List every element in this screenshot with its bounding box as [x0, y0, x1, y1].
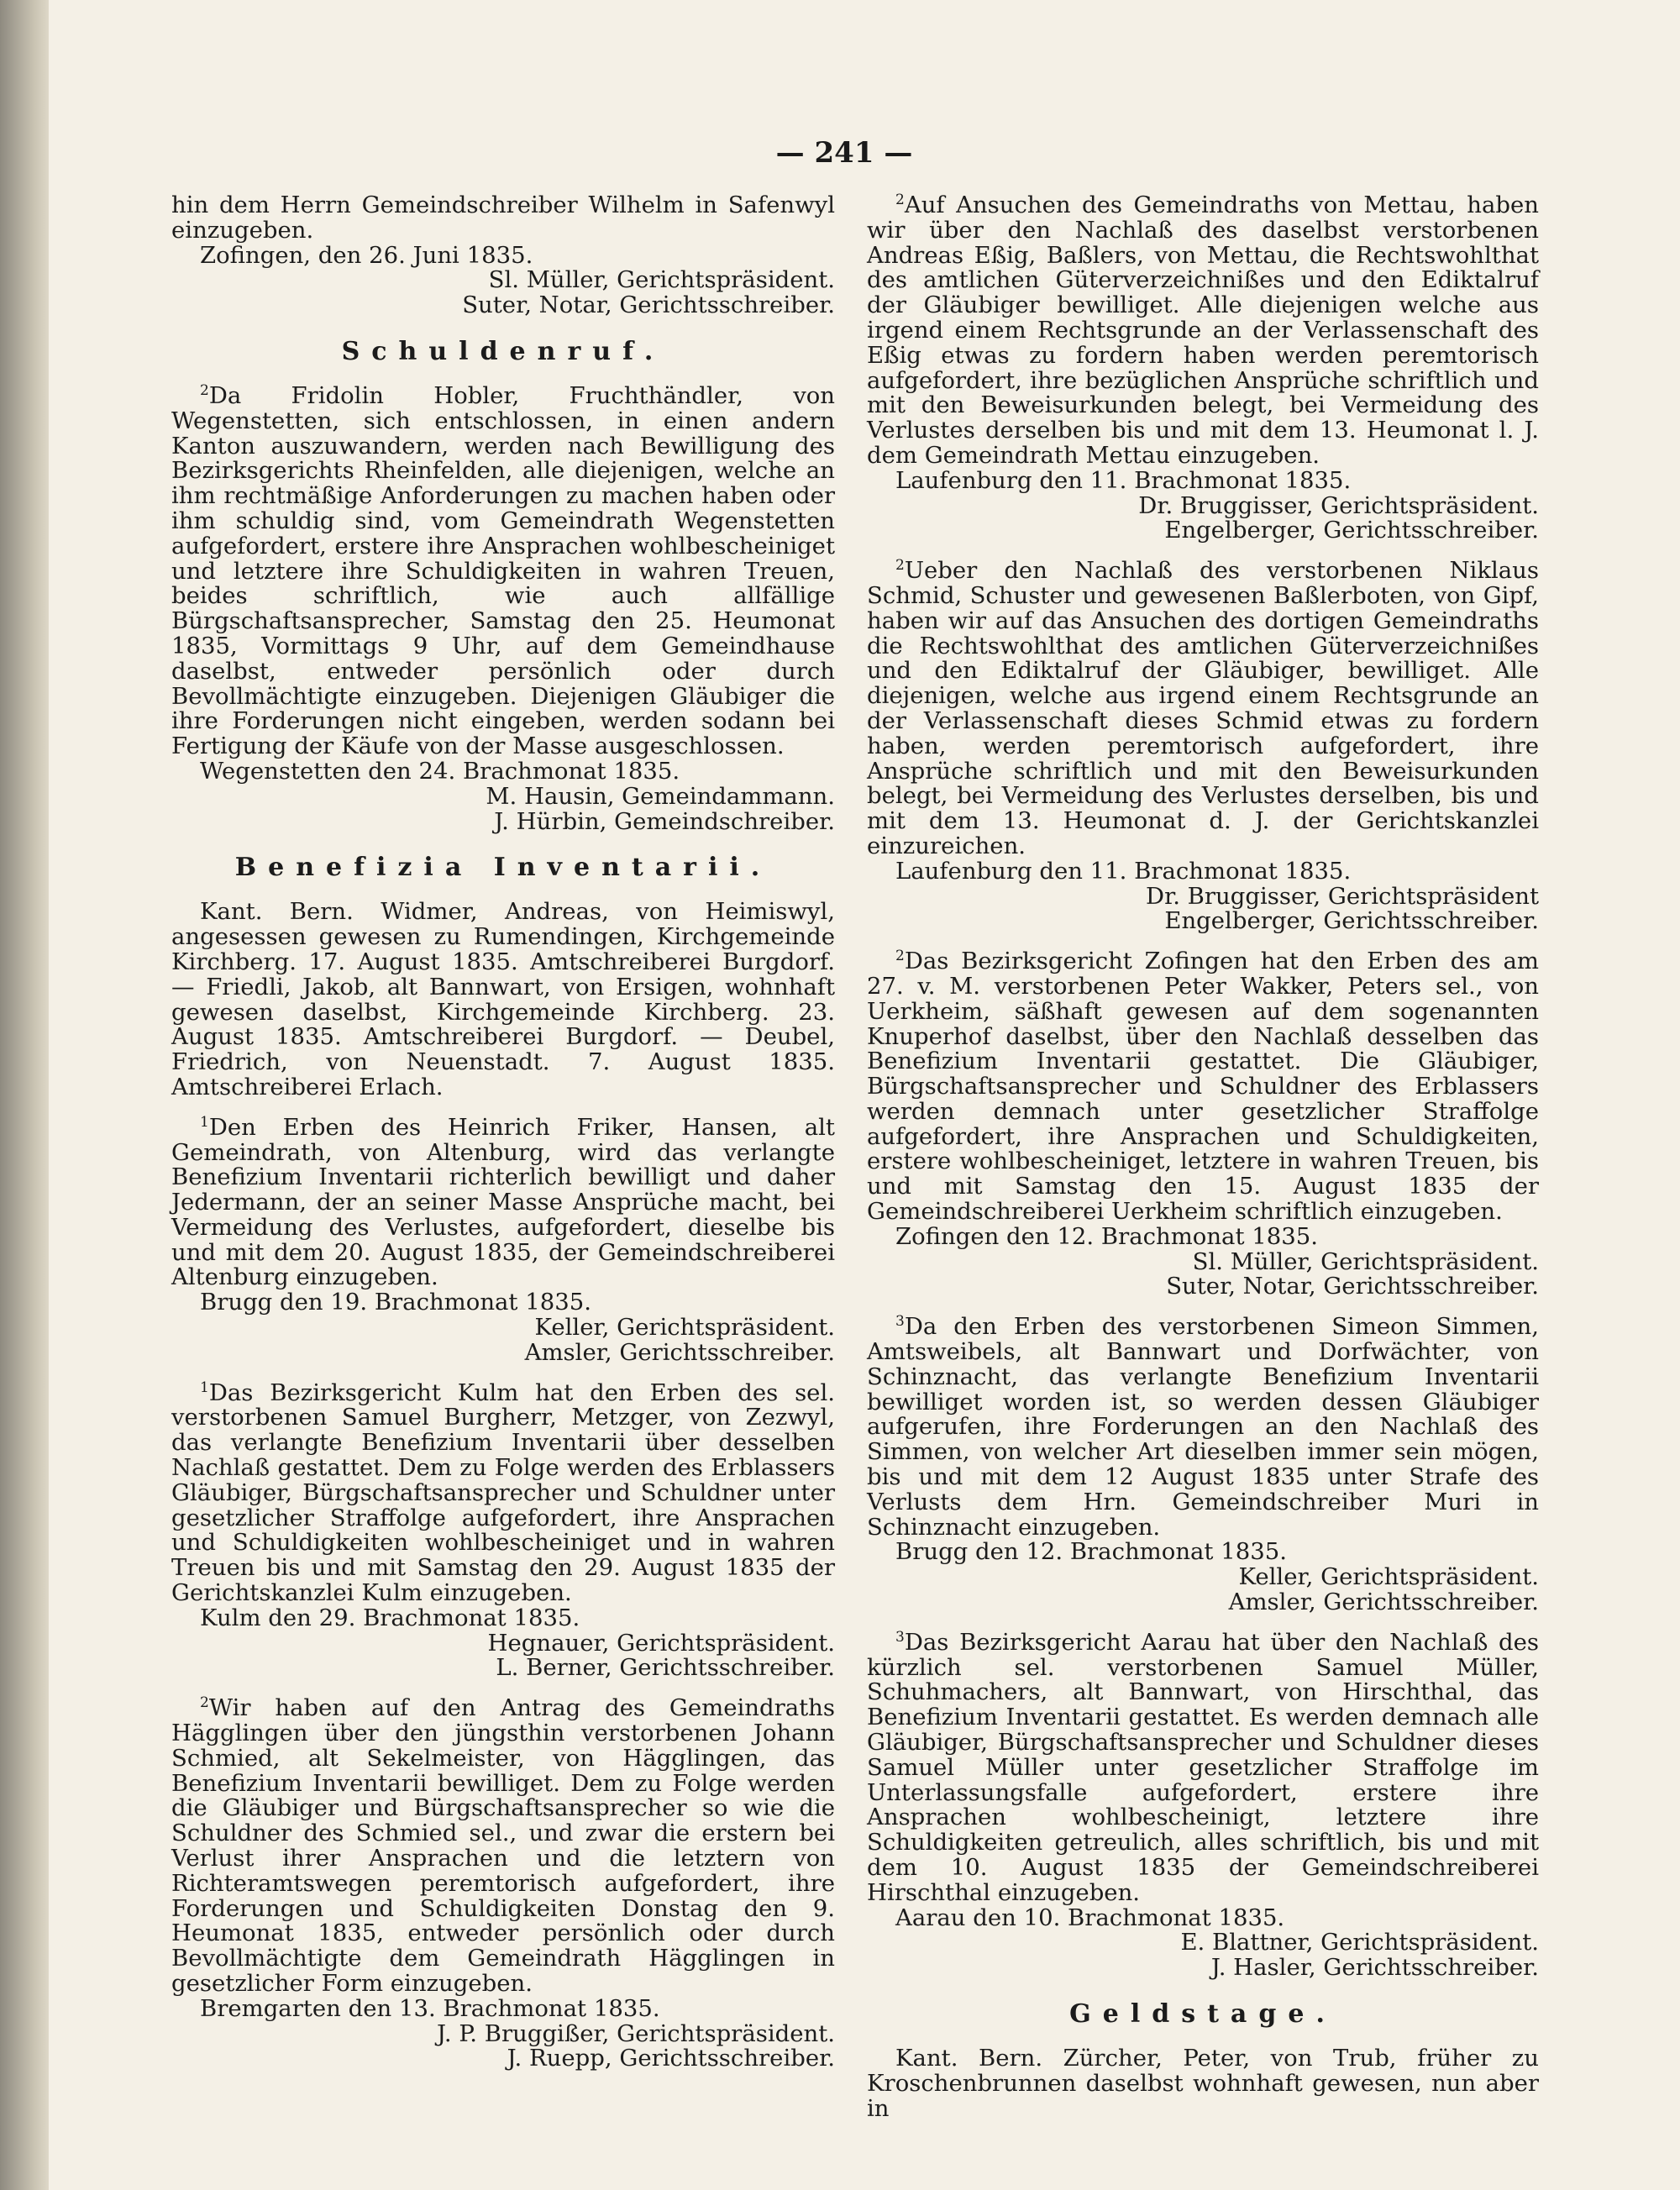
section-heading-geldstage: Geldstage.: [1069, 1998, 1336, 2029]
right-column: [867, 193, 1539, 2136]
insertion-mark: 1: [200, 1113, 209, 1131]
notice-signature: Dr. Bruggisser, Gerichtspräsident.: [1138, 491, 1539, 519]
notice-text: Das Bezirksgericht Zofingen hat den Erben des am 27. v. M. verstorbenen Peter Wakker, Peters sel., von Uerkheim, säßhaft gewesen auf dem sogenannten Knuperhof daselbst, über den Nachlaß desselben das Benefizium Inventarii gestattet. Die Gläubiger, Bürgschaftsansprecher und Schuldner des Erblassers werden demnach unter gesetzlicher Straffolge aufgefordert, ihre Ansprachen und Schuldigkeiten, erstere wohlbescheiniget, letztere in wahren Treuen, bis und mit Samstag den 15. August 1835 der Gemeindschreiberei Uerkheim schriftlich einzugeben.: [867, 948, 1539, 1226]
notice-text: Das Bezirksgericht Aarau hat über den Nachlaß des kürzlich sel. verstorbenen Samuel Müller, Schuhmachers, alt Bannwart, von Hirschthal, das Benefizium Inventarii gestattet. Es werden demnach alle Gläubiger, Bürgschaftsansprecher und Schuldner dieses Samuel Müller unter gesetzlicher Straffolge im Unterlassungsfalle aufgefordert, erstere ihre Ansprachen wohlbescheinigt, letztere ihre Schuldigkeiten getreulich, alles schriftlich, bis und mit dem 10. August 1835 der Gemeindschreiberei Hirschthal einzugeben.: [867, 1628, 1539, 1906]
insertion-mark: 2: [200, 1694, 209, 1712]
notice-date: Laufenburg den 11. Brachmonat 1835.: [895, 466, 1352, 494]
notice-signature: L. Berner, Gerichtsschreiber.: [496, 1654, 835, 1682]
notice-signature: J. Hürbin, Gemeindschreiber.: [494, 807, 835, 835]
notice-date: Bremgarten den 13. Brachmonat 1835.: [200, 1994, 660, 2022]
book-binding-edge: [0, 0, 49, 2190]
notice: [171, 1696, 835, 2072]
notice: [171, 1381, 835, 1682]
notice-text: hin dem Herrn Gemeindschreiber Wilhelm in Safenwyl einzugeben.: [171, 192, 835, 244]
notice-signature: Amsler, Gerichtsschreiber.: [524, 1338, 835, 1366]
notice-signature: Sl. Müller, Gerichtspräsident.: [1192, 1247, 1539, 1275]
notice-date: Brugg den 12. Brachmonat 1835.: [895, 1538, 1287, 1566]
notice-signature: Engelberger, Gerichtsschreiber.: [1164, 517, 1539, 544]
notice: [171, 900, 835, 1100]
notice-date: Aarau den 10. Brachmonat 1835.: [895, 1904, 1285, 1931]
notice: [171, 381, 835, 835]
notice-text: Den Erben des Heinrich Friker, Hansen, alt Gemeindrath, von Altenburg, wird das verlangte Benefizium Inventarii richterlich bewilligt und daher Jedermann, der an seiner Masse Ansprüche macht, bei Vermeidung des Verlustes, aufgefordert, dieselbe bis und mit dem 20. August 1835, der Gemeindschreiberei Altenburg einzugeben.: [171, 1113, 835, 1291]
notice-signature: J. Ruepp, Gerichtsschreiber.: [507, 2045, 835, 2072]
notice-signature: Sl. Müller, Gerichtspräsident.: [488, 266, 835, 294]
notice-date: Kulm den 29. Brachmonat 1835.: [200, 1604, 580, 1631]
insertion-mark: 1: [200, 1379, 209, 1396]
notice-date: Zofingen den 12. Brachmonat 1835.: [895, 1222, 1318, 1250]
notice-signature: M. Hausin, Gemeindammann.: [486, 782, 835, 810]
notice-signature: Dr. Bruggisser, Gerichtspräsident: [1146, 882, 1539, 910]
notice-date: Wegenstetten den 24. Brachmonat 1835.: [200, 757, 680, 785]
notice-date: Brugg den 19. Brachmonat 1835.: [200, 1289, 591, 1316]
insertion-mark: 2: [200, 381, 209, 399]
notice: [867, 193, 1539, 544]
notice-signature: J. Hasler, Gerichtsschreiber.: [1210, 1954, 1539, 1982]
insertion-mark: 2: [895, 947, 905, 964]
notice-signature: Engelberger, Gerichtsschreiber.: [1164, 907, 1539, 935]
notice-signature: Keller, Gerichtspräsident.: [1238, 1563, 1539, 1591]
insertion-mark: 3: [895, 1628, 905, 1646]
left-column: [171, 193, 835, 2087]
notice: [867, 949, 1539, 1300]
notice: [867, 1315, 1539, 1615]
notice-text: Da den Erben des verstorbenen Simeon Simmen, Amtsweibels, alt Bannwart und Dorfwächter, von Schinznacht, das verlangte Benefizium Inventarii bewilliget worden ist, so werden dessen Gläubiger aufgerufen, ihre Forderungen an den Nachlaß des Simmen, von welcher Art dieselben immer sein mögen, bis und mit dem 12 August 1835 unter Strafe des Verlusts dem Hrn. Gemeindschreiber Muri in Schinznacht einzugeben.: [867, 1313, 1539, 1541]
notice-signature: J. P. Bruggißer, Gerichtspräsident.: [437, 2019, 835, 2047]
notice-date: Laufenburg den 11. Brachmonat 1835.: [895, 857, 1352, 885]
notice: [867, 2046, 1539, 2121]
notice-signature: E. Blattner, Gerichtspräsident.: [1180, 1929, 1539, 1956]
notice-text: Kant. Bern. Widmer, Andreas, von Heimiswyl, angesessen gewesen zu Rumendingen, Kirchgemeinde Kirchberg. 17. August 1835. Amtschreiberei Burgdorf. — Friedli, Jakob, alt Bannwart, von Ersigen, wohnhaft gewesen daselbst, Kirchgemeinde Kirchberg. 23. August 1835. Amtschreiberei Burgdorf. — Deubel, Friedrich, von Neuenstadt. 7. August 1835. Amtschreiberei Erlach.: [171, 898, 835, 1100]
notice-text: Kant. Bern. Zürcher, Peter, von Trub, früher zu Kroschenbrunnen daselbst wohnhaft gewesen, nun aber in: [867, 2044, 1539, 2122]
section-heading-schuldenruf: Schuldenruf.: [341, 336, 665, 366]
insertion-mark: 3: [895, 1313, 905, 1331]
notice: [867, 559, 1539, 934]
notice-date: Zofingen, den 26. Juni 1835.: [200, 241, 533, 269]
notice: [867, 1628, 1539, 1982]
notice-text: Da Fridolin Hobler, Fruchthändler, von Wegenstetten, sich entschlossen, in einen andern Kanton auszuwandern, werden nach Bewilligung des Bezirksgerichts Rheinfelden, alle diejenigen, welche an ihm rechtmäßige Anforderungen zu machen haben oder ihm schuldig sind, vom Gemeindrath Wegenstetten aufgefordert, erstere ihre Ansprachen wohlbescheiniget und letztere ihre Schuldigkeiten in wahren Treuen, beides schriftlich, wie auch allfällige Bürgschaftsansprecher, Samstag den 25. Heumonat 1835, Vormittags 9 Uhr, auf dem Gemeindhause daselbst, entweder persönlich oder durch Bevollmächtigte einzugeben. Diejenigen Gläubiger die ihre Forderungen nicht eingeben, werden sodann bei Fertigung der Käufe von der Masse ausgeschlossen.: [171, 381, 835, 760]
notice-signature: Amsler, Gerichtsschreiber.: [1228, 1589, 1539, 1616]
continued-notice: [171, 193, 835, 318]
notice: [171, 1113, 835, 1366]
notice-signature: Hegnauer, Gerichtspräsident.: [487, 1629, 835, 1657]
insertion-mark: 2: [895, 557, 905, 574]
notice-text: Ueber den Nachlaß des verstorbenen Niklaus Schmid, Schuster und gewesenen Baßlerboten, von Gipf, haben wir auf das Ansuchen des dortigen Gemeindraths die Rechtswohlthat des amtlichen Güterverzeichnißes und den Ediktalruf der Gläubiger, bewilliget. Alle diejenigen, welche aus irgend einem Rechtsgrunde an der Verlassenschaft dieses Schmid etwas zu fordern haben, werden peremtorisch aufgefordert, ihre Ansprüche schriftlich und mit den Beweisurkunden belegt, bei Vermeidung des Verlustes derselben, bis und mit dem 13. Heumonat d. J. der Gerichtskanzlei einzureichen.: [867, 557, 1539, 859]
notice-text: Auf Ansuchen des Gemeindraths von Mettau, haben wir über den Nachlaß des daselbst verstorbenen Andreas Eßig, Baßlers, von Mettau, die Rechtswohlthat des amtlichen Güterverzeichnißes und den Ediktalruf der Gläubiger bewilliget. Alle diejenigen welche aus irgend einem Rechtsgrunde an der Verlassenschaft des Eßig etwas zu fordern haben werden peremtorisch aufgefordert, ihre bezüglichen Ansprüche schriftlich und mit den Beweisurkunden belegt, bei Vermeidung des Verlustes derselben bis und mit dem 13. Heumonat l. J. dem Gemeindrath Mettau einzugeben.: [867, 192, 1539, 469]
notice-text: Wir haben auf den Antrag des Gemeindraths Hägglingen über den jüngsthin verstorbenen Johann Schmied, alt Sekelmeister, von Hägglingen, das Benefizium Inventarii bewilliget. Dem zu Folge werden die Gläubiger und Bürgschaftsansprecher so wie die Schuldner des Schmied sel., und zwar die erstern bei Verlust ihrer Ansprachen und die letztern von Richteramtswegen peremtorisch aufgefordert, ihre Forderungen und Schuldigkeiten Donstag den 9. Heumonat 1835, entweder persönlich oder durch Bevollmächtigte dem Gemeindrath Hägglingen in gesetzlicher Form einzugeben.: [171, 1694, 835, 1997]
notice-signature: Keller, Gerichtspräsident.: [534, 1314, 835, 1342]
notice-text: Das Bezirksgericht Kulm hat den Erben des sel. verstorbenen Samuel Burgherr, Metzger, von Zezwyl, das verlangte Benefizium Inventarii über desselben Nachlaß gestattet. Dem zu Folge werden des Erblassers Gläubiger, Bürgschaftsansprecher und Schuldner unter gesetzlicher Straffolge aufgefordert, ihre Ansprachen und Schuldigkeiten wohlbescheiniget und in wahren Treuen bis und mit Samstag den 29. August 1835 der Gerichtskanzlei Kulm einzugeben.: [171, 1379, 835, 1607]
page-number: — 241 —: [775, 136, 913, 170]
notice-signature: Suter, Notar, Gerichtsschreiber.: [1166, 1273, 1539, 1300]
section-heading-benefizia: Benefizia Inventarii.: [234, 853, 772, 883]
notice-signature: Suter, Notar, Gerichtsschreiber.: [462, 291, 835, 319]
insertion-mark: 2: [895, 191, 905, 208]
